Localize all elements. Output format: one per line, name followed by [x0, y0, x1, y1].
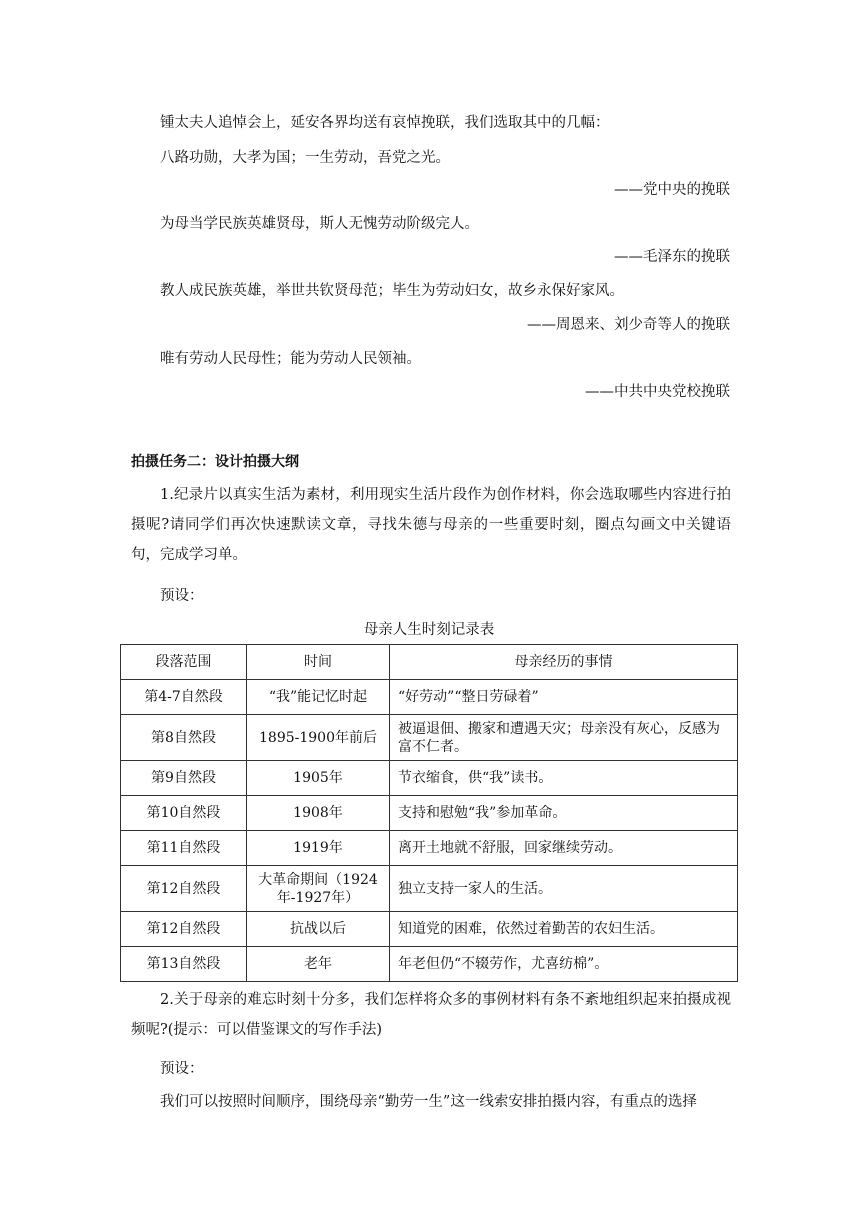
question-2: 2.关于母亲的难忘时刻十分多，我们怎样将众多的事例材料有条不紊地组织起来拍摄成视频呢?(提示：可以借鉴课文的写作手法): [131, 992, 731, 1038]
mother-life-table: [120, 644, 738, 982]
table-cell: 1895-1900年前后: [247, 715, 390, 761]
table-cell: 年老但仍“不辍劳作，尤喜纺棉”。: [390, 947, 738, 982]
header-cell: 段落范围: [121, 645, 247, 680]
table-cell: 第11自然段: [121, 831, 247, 866]
table-caption: 母亲人生时刻记录表: [363, 622, 495, 638]
table-row: [121, 912, 738, 947]
table-header-row: [121, 645, 738, 680]
table-cell: 第4-7自然段: [121, 680, 247, 715]
answer-text: 我们可以按照时间顺序，围绕母亲“勤劳一生”这一线索安排拍摄内容，有重点的选择: [160, 1094, 697, 1110]
question-1: 1.纪录片以真实生活为素材，利用现实生活片段作为创作材料，你会选取哪些内容进行拍摄呢?请同学们再次快速默读文章，寻找朱德与母亲的一些重要时刻，圈点勾画文中关键语句，完成学习单。: [131, 487, 731, 563]
couplet-author: ——周恩来、刘少奇等人的挽联: [527, 317, 730, 333]
table-row: [121, 947, 738, 982]
table-cell: “好劳动”“整日劳碌着”: [390, 680, 738, 715]
table-row: [121, 761, 738, 796]
couplet-author: ——党中央的挽联: [614, 182, 730, 198]
table-cell: 独立支持一家人的生活。: [390, 866, 738, 912]
table-cell: 抗战以后: [247, 912, 390, 947]
couplet-author: ——中共中央党校挽联: [585, 384, 730, 400]
table-cell: 第13自然段: [121, 947, 247, 982]
table-row: [121, 680, 738, 715]
table-cell: “我”能记忆时起: [247, 680, 390, 715]
section-heading: 拍摄任务二：设计拍摄大纲: [131, 454, 299, 470]
table-cell: 1905年: [247, 761, 390, 796]
table-cell: 支持和慰勉“我”参加革命。: [390, 796, 738, 831]
table-cell: 1919年: [247, 831, 390, 866]
table-row: [121, 796, 738, 831]
table-cell: 被逼退佃、搬家和遭遇天灾；母亲没有灰心，反感为富不仁者。: [390, 715, 738, 761]
header-cell: 母亲经历的事情: [390, 645, 738, 680]
table-cell: 大革命期间（1924年-1927年）: [247, 866, 390, 912]
table-cell: 第12自然段: [121, 866, 247, 912]
table-cell: 第9自然段: [121, 761, 247, 796]
table-row: [121, 866, 738, 912]
couplets-intro: 锺太夫人追悼会上，延安各界均送有哀悼挽联，我们选取其中的几幅：: [160, 115, 610, 131]
table-cell: 老年: [247, 947, 390, 982]
table-cell: 节衣缩食，供“我”读书。: [390, 761, 738, 796]
table-row: [121, 831, 738, 866]
couplet-text: 教人成民族英雄，举世共钦贤母范；毕生为劳动妇女，故乡永保好家风。: [160, 283, 624, 299]
couplet-text: 八路功勋，大孝为国；一生劳动，吾党之光。: [160, 150, 450, 166]
table-row: [121, 715, 738, 761]
preset-label: 预设：: [160, 588, 204, 604]
couplet-author: ——毛泽东的挽联: [614, 249, 730, 265]
table-cell: 1908年: [247, 796, 390, 831]
table-cell: 第10自然段: [121, 796, 247, 831]
couplet-text: 唯有劳动人民母性；能为劳动人民领袖。: [160, 351, 421, 367]
couplet-text: 为母当学民族英雄贤母，斯人无愧劳动阶级完人。: [160, 216, 479, 232]
table-cell: 第8自然段: [121, 715, 247, 761]
preset-label: 预设：: [160, 1061, 204, 1077]
header-cell: 时间: [247, 645, 390, 680]
table-cell: 第12自然段: [121, 912, 247, 947]
table-cell: 离开土地就不舒服，回家继续劳动。: [390, 831, 738, 866]
table-cell: 知道党的困难，依然过着勤苦的农妇生活。: [390, 912, 738, 947]
